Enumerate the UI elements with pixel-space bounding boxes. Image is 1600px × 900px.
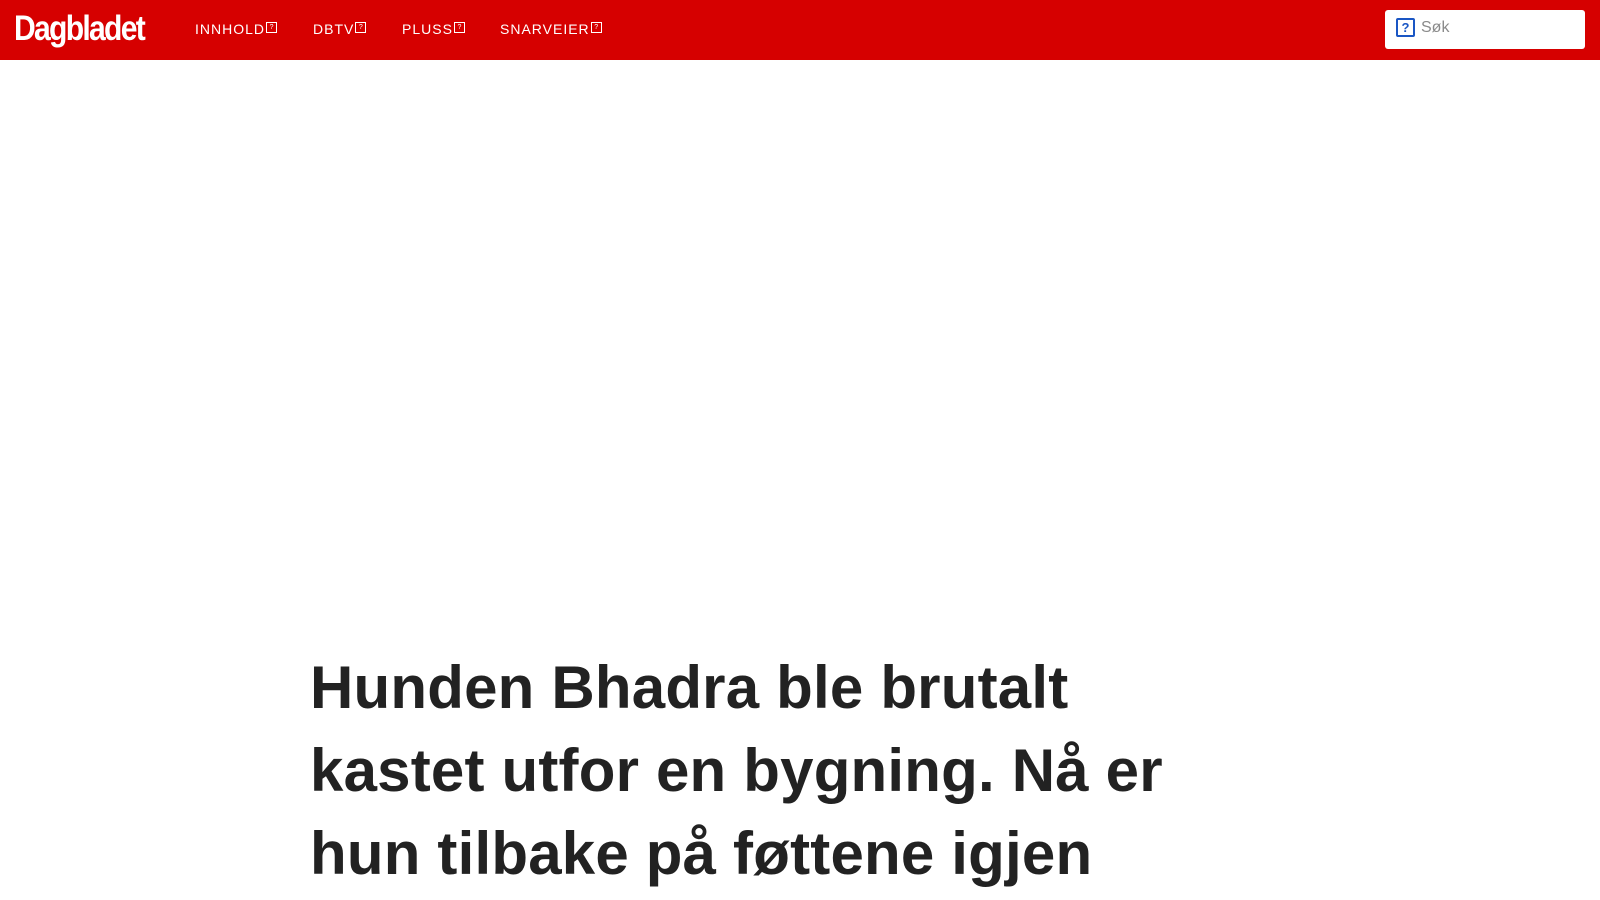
dropdown-icon: ? xyxy=(355,22,366,33)
nav-item-label: SNARVEIER xyxy=(500,21,590,37)
nav-item-dbtv[interactable] xyxy=(313,20,366,38)
nav-item-snarveier[interactable] xyxy=(500,20,602,38)
nav-item-pluss[interactable] xyxy=(402,20,465,38)
dagbladet-logo[interactable]: Dagbladet xyxy=(14,9,145,48)
dropdown-icon: ? xyxy=(454,22,465,33)
nav-item-innhold[interactable] xyxy=(195,20,277,38)
dropdown-icon: ? xyxy=(266,22,277,33)
search-input[interactable] xyxy=(1421,16,1577,40)
search-icon[interactable]: ? xyxy=(1396,18,1415,37)
search-box[interactable] xyxy=(1385,10,1585,49)
nav-item-label: PLUSS xyxy=(402,21,453,37)
nav-item-label: INNHOLD xyxy=(195,21,266,37)
top-navigation-bar xyxy=(0,0,1600,60)
article-headline[interactable]: Hunden Bhadra ble brutalt kastet utfor en bygning. Nå er hun tilbake på føttene igjen xyxy=(310,654,1163,887)
dropdown-icon: ? xyxy=(591,22,602,33)
nav-item-label: DBTV xyxy=(313,21,355,37)
